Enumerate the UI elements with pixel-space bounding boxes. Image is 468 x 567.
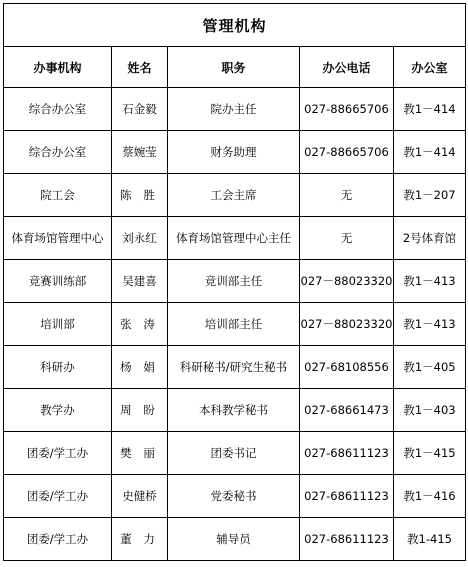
dept-cell: 综合办公室 <box>4 131 112 174</box>
position-cell: 团委书记 <box>168 432 300 475</box>
phone-cell: 无 <box>300 174 394 217</box>
phone-cell: 027－88023320 <box>300 303 394 346</box>
name-cell: 张 涛 <box>112 303 168 346</box>
table-title: 管理机构 <box>4 4 466 47</box>
table-row <box>4 88 466 131</box>
phone-cell: 027-68611123 <box>300 432 394 475</box>
table-row <box>4 475 466 518</box>
office-cell: 教1－414 <box>394 131 466 174</box>
office-cell: 教1－413 <box>394 303 466 346</box>
phone-cell: 027-88665706 <box>300 88 394 131</box>
phone-cell: 027-68108556 <box>300 346 394 389</box>
dept-cell: 院工会 <box>4 174 112 217</box>
position-cell: 科研秘书/研究生秘书 <box>168 346 300 389</box>
name-cell: 董 力 <box>112 518 168 561</box>
management-table <box>3 3 466 561</box>
position-cell: 工会主席 <box>168 174 300 217</box>
office-cell: 教1－415 <box>394 432 466 475</box>
dept-cell: 培训部 <box>4 303 112 346</box>
position-cell: 培训部主任 <box>168 303 300 346</box>
name-cell: 周 盼 <box>112 389 168 432</box>
dept-cell: 团委/学工办 <box>4 518 112 561</box>
office-cell: 教1－413 <box>394 260 466 303</box>
phone-cell: 027-68611123 <box>300 518 394 561</box>
table-row <box>4 389 466 432</box>
phone-cell: 027-68661473 <box>300 389 394 432</box>
position-cell: 辅导员 <box>168 518 300 561</box>
table-row <box>4 217 466 260</box>
position-cell: 竞训部主任 <box>168 260 300 303</box>
header-position: 职务 <box>168 47 300 88</box>
office-cell: 教1－416 <box>394 475 466 518</box>
phone-cell: 无 <box>300 217 394 260</box>
dept-cell: 综合办公室 <box>4 88 112 131</box>
dept-cell: 团委/学工办 <box>4 475 112 518</box>
office-cell: 教1-415 <box>394 518 466 561</box>
office-cell: 教1－403 <box>394 389 466 432</box>
position-cell: 体育场馆管理中心主任 <box>168 217 300 260</box>
table-row <box>4 131 466 174</box>
office-cell: 教1－405 <box>394 346 466 389</box>
phone-cell: 027-88665706 <box>300 131 394 174</box>
header-office: 办公室 <box>394 47 466 88</box>
name-cell: 杨 娟 <box>112 346 168 389</box>
header-row <box>4 47 466 88</box>
table-row <box>4 174 466 217</box>
table-row <box>4 260 466 303</box>
office-cell: 教1－414 <box>394 88 466 131</box>
office-cell: 2号体育馆 <box>394 217 466 260</box>
header-dept: 办事机构 <box>4 47 112 88</box>
name-cell: 陈 胜 <box>112 174 168 217</box>
name-cell: 石金毅 <box>112 88 168 131</box>
name-cell: 吴建喜 <box>112 260 168 303</box>
header-phone: 办公电话 <box>300 47 394 88</box>
name-cell: 史健桥 <box>112 475 168 518</box>
position-cell: 院办主任 <box>168 88 300 131</box>
table-row <box>4 518 466 561</box>
dept-cell: 体育场馆管理中心 <box>4 217 112 260</box>
position-cell: 财务助理 <box>168 131 300 174</box>
name-cell: 刘永红 <box>112 217 168 260</box>
header-name: 姓名 <box>112 47 168 88</box>
phone-cell: 027-68611123 <box>300 475 394 518</box>
dept-cell: 教学办 <box>4 389 112 432</box>
office-cell: 教1－207 <box>394 174 466 217</box>
dept-cell: 竞赛训练部 <box>4 260 112 303</box>
table-row <box>4 432 466 475</box>
dept-cell: 科研办 <box>4 346 112 389</box>
position-cell: 本科教学秘书 <box>168 389 300 432</box>
name-cell: 蔡婉莹 <box>112 131 168 174</box>
table-row <box>4 303 466 346</box>
title-row <box>4 4 466 47</box>
staff-directory-sheet <box>3 3 465 564</box>
name-cell: 樊 丽 <box>112 432 168 475</box>
table-row <box>4 346 466 389</box>
position-cell: 党委秘书 <box>168 475 300 518</box>
phone-cell: 027－88023320 <box>300 260 394 303</box>
dept-cell: 团委/学工办 <box>4 432 112 475</box>
